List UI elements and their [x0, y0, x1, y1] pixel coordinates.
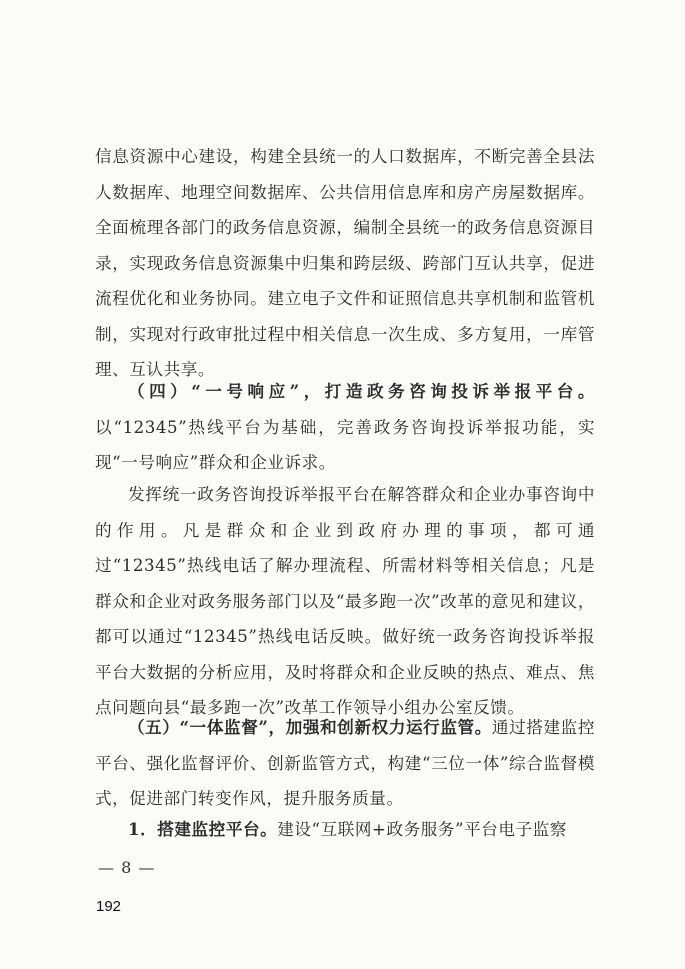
paragraph-5	[95, 812, 595, 848]
paragraph-3-text: 发挥统一政务咨询投诉举报平台在解答群众和企业办事咨询中的作用。凡是群众和企业到政府办理的事项，都可通过“12345”热线电话了解办理流程、所需材料等相关信息；凡是群众和企业对政务服务部门以及“最多跑一次”改革的意见和建议，都可以通过“12345”热线电话反映。做好统一政务咨询投诉举报平台大数据的分析应用，及时将群众和企业反映的热点、难点、焦点问题向县“最多跑一次”改革工作领导小组办公室反馈。	[95, 485, 595, 717]
paragraph-4	[95, 710, 595, 817]
paragraph-3	[95, 477, 595, 726]
paragraph-1-text: 信息资源中心建设，构建全县统一的人口数据库，不断完善全县法人数据库、地理空间数据库、公共信用信息库和房产房屋数据库。全面梳理各部门的政务信息资源，编制全县统一的政务信息资源目录，实现政务信息资源集中归集和跨层级、跨部门互认共享，促进流程优化和业务协同。建立电子文件和证照信息共享机制和监管机制，实现对行政审批过程中相关信息一次生成、多方复用，一库管理、互认共享。	[95, 147, 595, 379]
subsection-1-heading: 1．搭建监控平台。	[128, 819, 278, 839]
page-folio: — 8 —	[98, 858, 156, 877]
paragraph-2	[95, 374, 595, 481]
paragraph-4-text: 通过搭建监控平台、强化监督评价、创新监管方式，构建“三位一体”综合监督模式，促进部门转变作风，提升服务质量。	[95, 718, 595, 808]
paragraph-2-text: 以“12345”热线平台为基础，完善政务咨询投诉举报功能，实现“一号响应”群众和企业诉求。	[95, 417, 595, 472]
paragraph-1	[95, 139, 595, 388]
section-4-heading: （四）“一号响应”，打造政务咨询投诉举报平台。	[128, 381, 595, 401]
page-number: 192	[96, 898, 122, 915]
paragraph-5-text: 建设“互联网+政务服务”平台电子监察	[277, 820, 567, 839]
section-5-heading: （五）“一体监督”，加强和创新权力运行监管。	[128, 717, 492, 737]
